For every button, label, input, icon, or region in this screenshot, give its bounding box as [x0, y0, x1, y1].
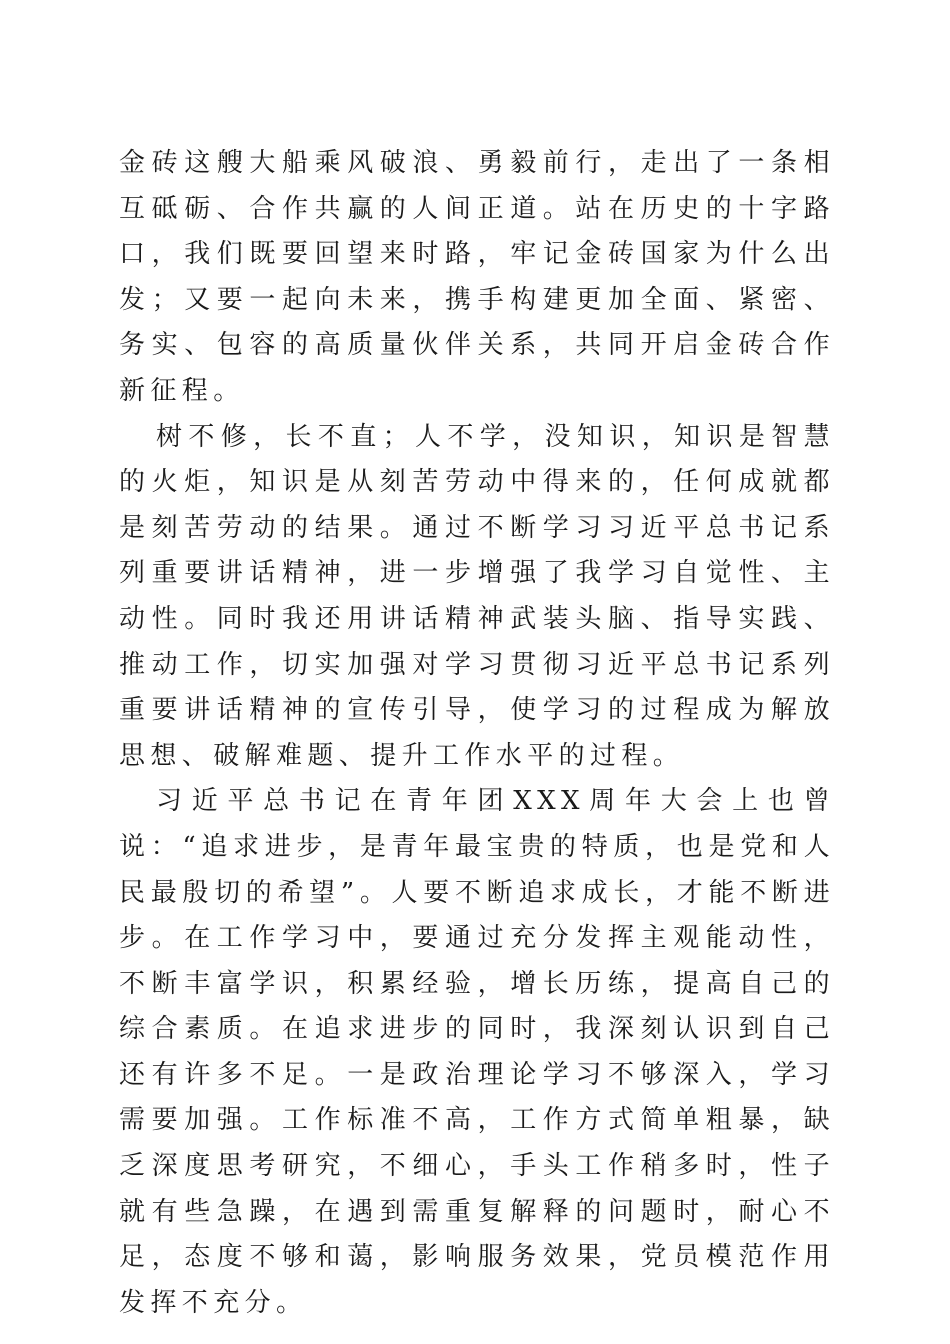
document-body	[119, 141, 835, 1326]
paragraph: 树不修，长不直；人不学，没知识，知识是智慧的火炬，知识是从刻苦劳动中得来的，任何成就都是刻苦劳动的结果。通过不断学习习近平总书记系列重要讲话精神，进一步增强了我学习自觉性、主动性。同时我还用讲话精神武装头脑、指导实践、推动工作，切实加强对学习贯彻习近平总书记系列重要讲话精神的宣传引导，使学习的过程成为解放思想、破解难题、提升工作水平的过程。	[119, 421, 835, 771]
paragraph: 习近平总书记在青年团XXX周年大会上也曾说：“追求进步，是青年最宝贵的特质，也是党和人民最殷切的希望”。人要不断追求成长，才能不断进步。在工作学习中，要通过充分发挥主观能动性，不断丰富学识，积累经验，增长历练，提高自己的综合素质。在追求进步的同时，我深刻认识到自己还有许多不足。一是政治理论学习不够深入，学习需要加强。工作标准不高，工作方式简单粗暴，缺乏深度思考研究，不细心，手头工作稍多时，性子就有些急躁，在遇到需重复解释的问题时，耐心不足，态度不够和蔼，影响服务效果，党员模范作用发挥不充分。	[119, 786, 835, 1318]
paragraph-continuation: 金砖这艘大船乘风破浪、勇毅前行，走出了一条相互砥砺、合作共赢的人间正道。站在历史的十字路口，我们既要回望来时路，牢记金砖国家为什么出发；又要一起向未来，携手构建更加全面、紧密、务实、包容的高质量伙伴关系，共同开启金砖合作新征程。	[119, 148, 835, 406]
